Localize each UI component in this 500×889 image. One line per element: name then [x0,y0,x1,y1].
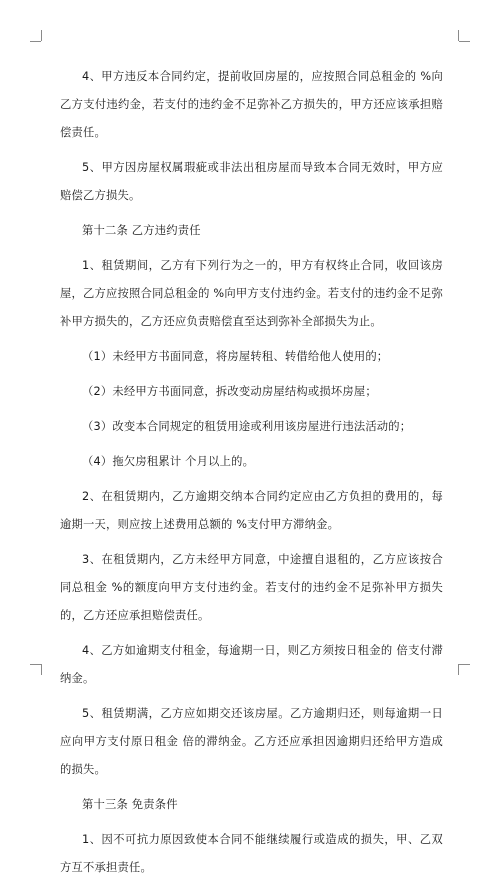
clause-paragraph: 5、租赁期满，乙方应如期交还该房屋。乙方逾期归还，则每逾期一日应向甲方支付原日租金 倍的滞纳金。乙方还应承担因逾期归还给甲方造成的损失。 [60,707,443,776]
list-item: （4）拖欠房租累计 个月以上的。 [82,455,255,468]
clause-paragraph: 4、甲方违反本合同约定，提前收回房屋的，应按照合同总租金的 %向乙方支付违约金，若支付的违约金不足弥补乙方损失的，甲方还应该承担赔偿责任。 [60,70,443,139]
list-item: （2）未经甲方书面同意，拆改变动房屋结构或损坏房屋； [82,385,377,398]
clause-paragraph: 4、乙方如逾期支付租金，每逾期一日，则乙方须按日租金的 倍支付滞纳金。 [60,644,443,685]
article-heading: 第十三条 免责条件 [82,798,178,811]
clause-paragraph: 5、甲方因房屋权属瑕疵或非法出租房屋而导致本合同无效时，甲方应赔偿乙方损失。 [60,161,443,202]
clause-paragraph: 1、因不可抗力原因致使本合同不能继续履行或造成的损失，甲、乙双方互不承担责任。 [60,833,443,874]
document-body [60,63,443,889]
article-heading: 第十二条 乙方违约责任 [82,224,201,237]
clause-paragraph: 2、在租赁期内，乙方逾期交纳本合同约定应由乙方负担的费用的，每逾期一天，则应按上述费用总额的 %支付甲方滞纳金。 [60,490,443,531]
list-item: （3）改变本合同规定的租赁用途或利用该房屋进行违法活动的； [82,420,412,433]
clause-paragraph: 1、租赁期间，乙方有下列行为之一的，甲方有权终止合同，收回该房屋，乙方应按照合同总租金的 %向甲方支付违约金。若支付的违约金不足弥补甲方损失的，乙方还应负责赔偿直至达到弥补全部损失为止。 [60,259,443,328]
list-item: （1）未经甲方书面同意，将房屋转租、转借给他人使用的； [82,350,389,363]
clause-paragraph: 3、在租赁期内，乙方未经甲方同意，中途擅自退租的，乙方应该按合同总租金 %的额度向甲方支付违约金。若支付的违约金不足弥补甲方损失的，乙方还应承担赔偿责任。 [60,553,443,622]
